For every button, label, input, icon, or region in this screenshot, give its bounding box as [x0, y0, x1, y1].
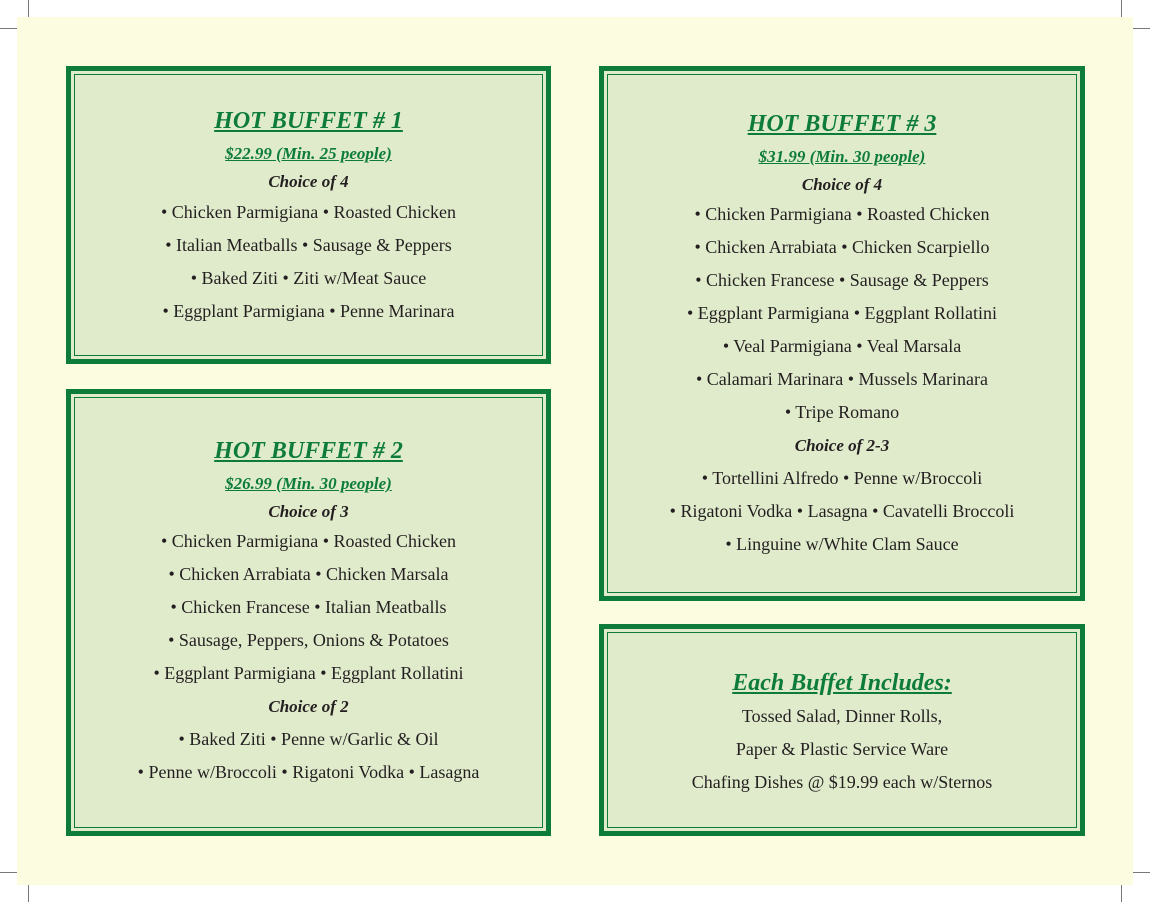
buffet-2-panel	[66, 389, 551, 836]
crop-mark	[1133, 872, 1150, 873]
menu-item-line: • Tortellini Alfredo • Penne w/Broccoli	[701, 468, 983, 488]
buffet-3-choice-group-1	[687, 172, 997, 429]
crop-mark	[28, 885, 29, 902]
buffet-2-title: HOT BUFFET # 2	[214, 438, 403, 464]
menu-item-line: • Eggplant Parmigiana • Penne Marinara	[162, 301, 455, 321]
choice-heading: Choice of 4	[268, 172, 349, 191]
includes-title: Each Buffet Includes:	[732, 670, 952, 696]
includes-line: Chafing Dishes @ $19.99 each w/Sternos	[691, 772, 993, 792]
buffet-2-choice-group-2	[138, 690, 480, 789]
crop-mark	[1133, 28, 1150, 29]
menu-item-line: • Chicken Arrabiata • Chicken Scarpiello	[694, 237, 990, 257]
buffet-1-frame	[74, 74, 543, 356]
menu-item-line: • Chicken Arrabiata • Chicken Marsala	[168, 564, 449, 584]
buffet-1-price: $22.99 (Min. 25 people)	[225, 144, 392, 163]
menu-item-line: • Sausage, Peppers, Onions & Potatoes	[168, 630, 449, 650]
includes-line: Tossed Salad, Dinner Rolls,	[741, 706, 943, 726]
menu-item-line: • Chicken Parmigiana • Roasted Chicken	[160, 202, 457, 222]
buffet-2-frame	[74, 397, 543, 828]
crop-mark	[28, 0, 29, 17]
includes-frame	[607, 632, 1077, 828]
choice-heading: Choice of 2	[268, 697, 349, 716]
buffet-1-panel	[66, 66, 551, 364]
menu-item-line: • Eggplant Parmigiana • Eggplant Rollatini	[686, 303, 998, 323]
menu-item-line: • Linguine w/White Clam Sauce	[725, 534, 959, 554]
crop-mark	[0, 28, 17, 29]
choice-heading: Choice of 4	[801, 175, 883, 194]
menu-item-line: • Italian Meatballs • Sausage & Peppers	[165, 235, 452, 255]
menu-item-line: • Eggplant Parmigiana • Eggplant Rollatini	[153, 663, 464, 683]
crop-mark	[1121, 885, 1122, 902]
buffet-1-title: HOT BUFFET # 1	[214, 108, 403, 134]
includes-panel	[599, 624, 1085, 836]
includes-list	[692, 700, 993, 799]
menu-item-line: • Veal Parmigiana • Veal Marsala	[722, 336, 962, 356]
buffet-2-choice-group-1	[153, 499, 463, 690]
buffet-3-choice-group-2	[670, 429, 1015, 561]
choice-heading: Choice of 3	[268, 502, 349, 521]
menu-item-line: • Penne w/Broccoli • Rigatoni Vodka • Lasagna	[137, 762, 480, 782]
menu-item-line: • Chicken Parmigiana • Roasted Chicken	[160, 531, 457, 551]
menu-item-line: • Tripe Romano	[784, 402, 900, 422]
menu-item-line: • Baked Ziti • Penne w/Garlic & Oil	[178, 729, 439, 749]
menu-item-line: • Calamari Marinara • Mussels Marinara	[695, 369, 988, 389]
choice-heading: Choice of 2-3	[794, 436, 890, 455]
buffet-3-panel	[599, 66, 1085, 601]
crop-mark	[0, 872, 17, 873]
includes-line: Paper & Plastic Service Ware	[735, 739, 949, 759]
buffet-2-price: $26.99 (Min. 30 people)	[225, 474, 392, 493]
menu-item-line: • Chicken Parmigiana • Roasted Chicken	[694, 204, 990, 224]
buffet-3-frame	[607, 74, 1077, 593]
menu-item-line: • Chicken Francese • Sausage & Peppers	[695, 270, 989, 290]
menu-item-line: • Rigatoni Vodka • Lasagna • Cavatelli Broccoli	[669, 501, 1015, 521]
buffet-3-title: HOT BUFFET # 3	[747, 111, 937, 137]
crop-mark	[1121, 0, 1122, 17]
menu-item-line: • Chicken Francese • Italian Meatballs	[170, 597, 447, 617]
buffet-1-choice-group	[161, 169, 456, 328]
buffet-3-price: $31.99 (Min. 30 people)	[758, 147, 926, 166]
menu-item-line: • Baked Ziti • Ziti w/Meat Sauce	[190, 268, 427, 288]
